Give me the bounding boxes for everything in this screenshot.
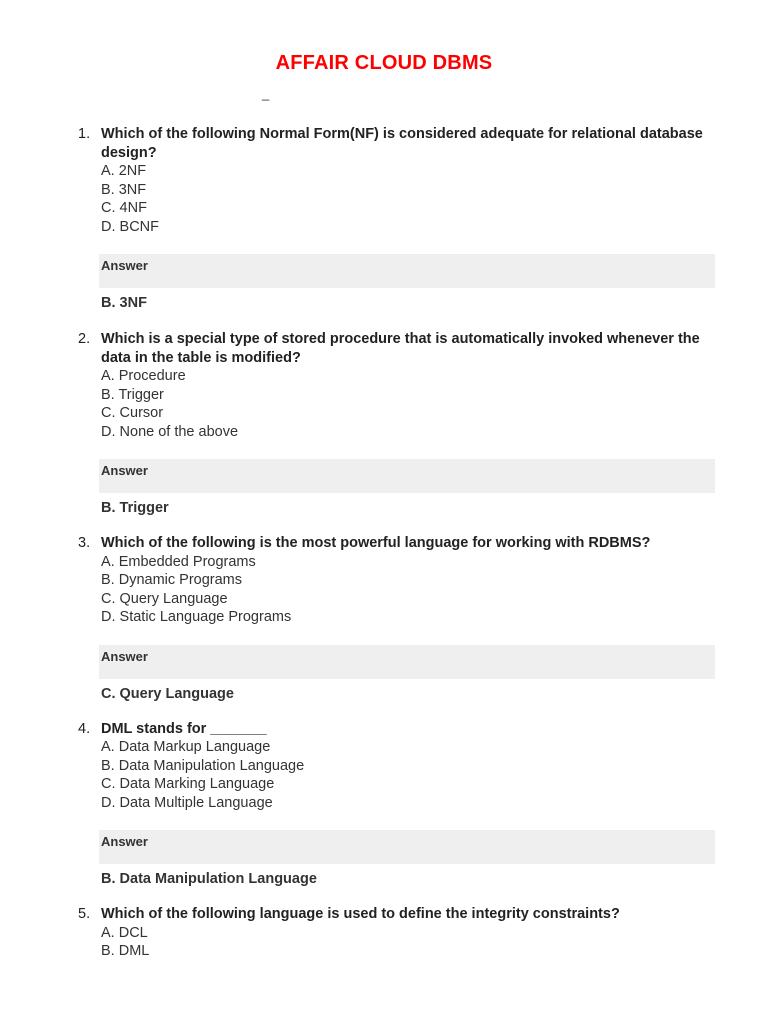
- option-b: B. Dynamic Programs: [101, 572, 243, 588]
- question-number: 4.: [78, 720, 91, 737]
- option-d: D. Static Language Programs: [101, 609, 292, 625]
- question-1: [0, 125, 768, 312]
- option-c: C. 4NF: [101, 200, 147, 216]
- question-text: Which of the following language is used to define the integrity constraints?: [101, 906, 620, 922]
- option-a: A. Data Markup Language: [101, 739, 271, 755]
- question-header: [0, 330, 768, 367]
- question-4: [0, 720, 768, 889]
- option-b: B. DML: [101, 943, 150, 959]
- option-a: A. 2NF: [101, 163, 147, 179]
- answer-bar[interactable]: [99, 254, 715, 288]
- question-header: [0, 534, 768, 553]
- answer-text: B. Data Manipulation Language: [101, 871, 317, 887]
- document-title: AFFAIR CLOUD DBMS: [275, 52, 493, 74]
- answer-label: Answer: [101, 648, 148, 664]
- question-text: Which is a special type of stored procedure that is automatically invoked whenever the data in the table is modified?: [101, 331, 700, 366]
- answer-bar[interactable]: [99, 830, 715, 864]
- option-list: [0, 553, 768, 627]
- question-text: Which of the following is the most powerful language for working with RDBMS?: [101, 535, 651, 551]
- option-c: C. Cursor: [101, 405, 164, 421]
- answer-text: B. Trigger: [101, 500, 169, 516]
- question-list: [0, 125, 768, 961]
- option-b: B. Trigger: [101, 386, 164, 403]
- answer-label: Answer: [101, 834, 148, 849]
- question-5: [0, 905, 768, 961]
- answer-bar[interactable]: [99, 459, 715, 493]
- option-list: [0, 367, 768, 441]
- answer-text: C. Query Language: [101, 685, 234, 702]
- option-a: A. Procedure: [101, 368, 186, 384]
- question-number: 2.: [78, 331, 91, 347]
- option-d: D. BCNF: [101, 218, 159, 235]
- question-3: [0, 534, 768, 703]
- option-b: B. Data Manipulation Language: [101, 757, 305, 774]
- question-header: [0, 125, 768, 162]
- question-text: DML stands for _______: [101, 720, 267, 737]
- option-b: B. 3NF: [101, 181, 147, 198]
- option-c: C. Data Marking Language: [101, 776, 275, 792]
- option-d: D. Data Multiple Language: [101, 794, 273, 811]
- question-text: Which of the following Normal Form(NF) is considered adequate for relational database design?: [101, 126, 703, 161]
- option-d: D. None of the above: [101, 423, 239, 440]
- option-c: C. Query Language: [101, 590, 228, 607]
- answer-label: Answer: [101, 258, 148, 273]
- title-underscore-mark: _: [262, 86, 270, 101]
- answer-label: Answer: [101, 463, 148, 478]
- option-a: A. Embedded Programs: [101, 553, 256, 570]
- option-list: [0, 738, 768, 812]
- question-number: 3.: [78, 535, 91, 551]
- question-2: [0, 330, 768, 517]
- option-list: [0, 924, 768, 961]
- question-header: [0, 905, 768, 924]
- option-a: A. DCL: [101, 924, 148, 941]
- question-number: 1.: [78, 126, 91, 142]
- answer-text: B. 3NF: [101, 295, 147, 311]
- question-header: [0, 720, 768, 739]
- question-number: 5.: [78, 906, 91, 922]
- option-list: [0, 162, 768, 236]
- answer-bar[interactable]: [99, 645, 715, 679]
